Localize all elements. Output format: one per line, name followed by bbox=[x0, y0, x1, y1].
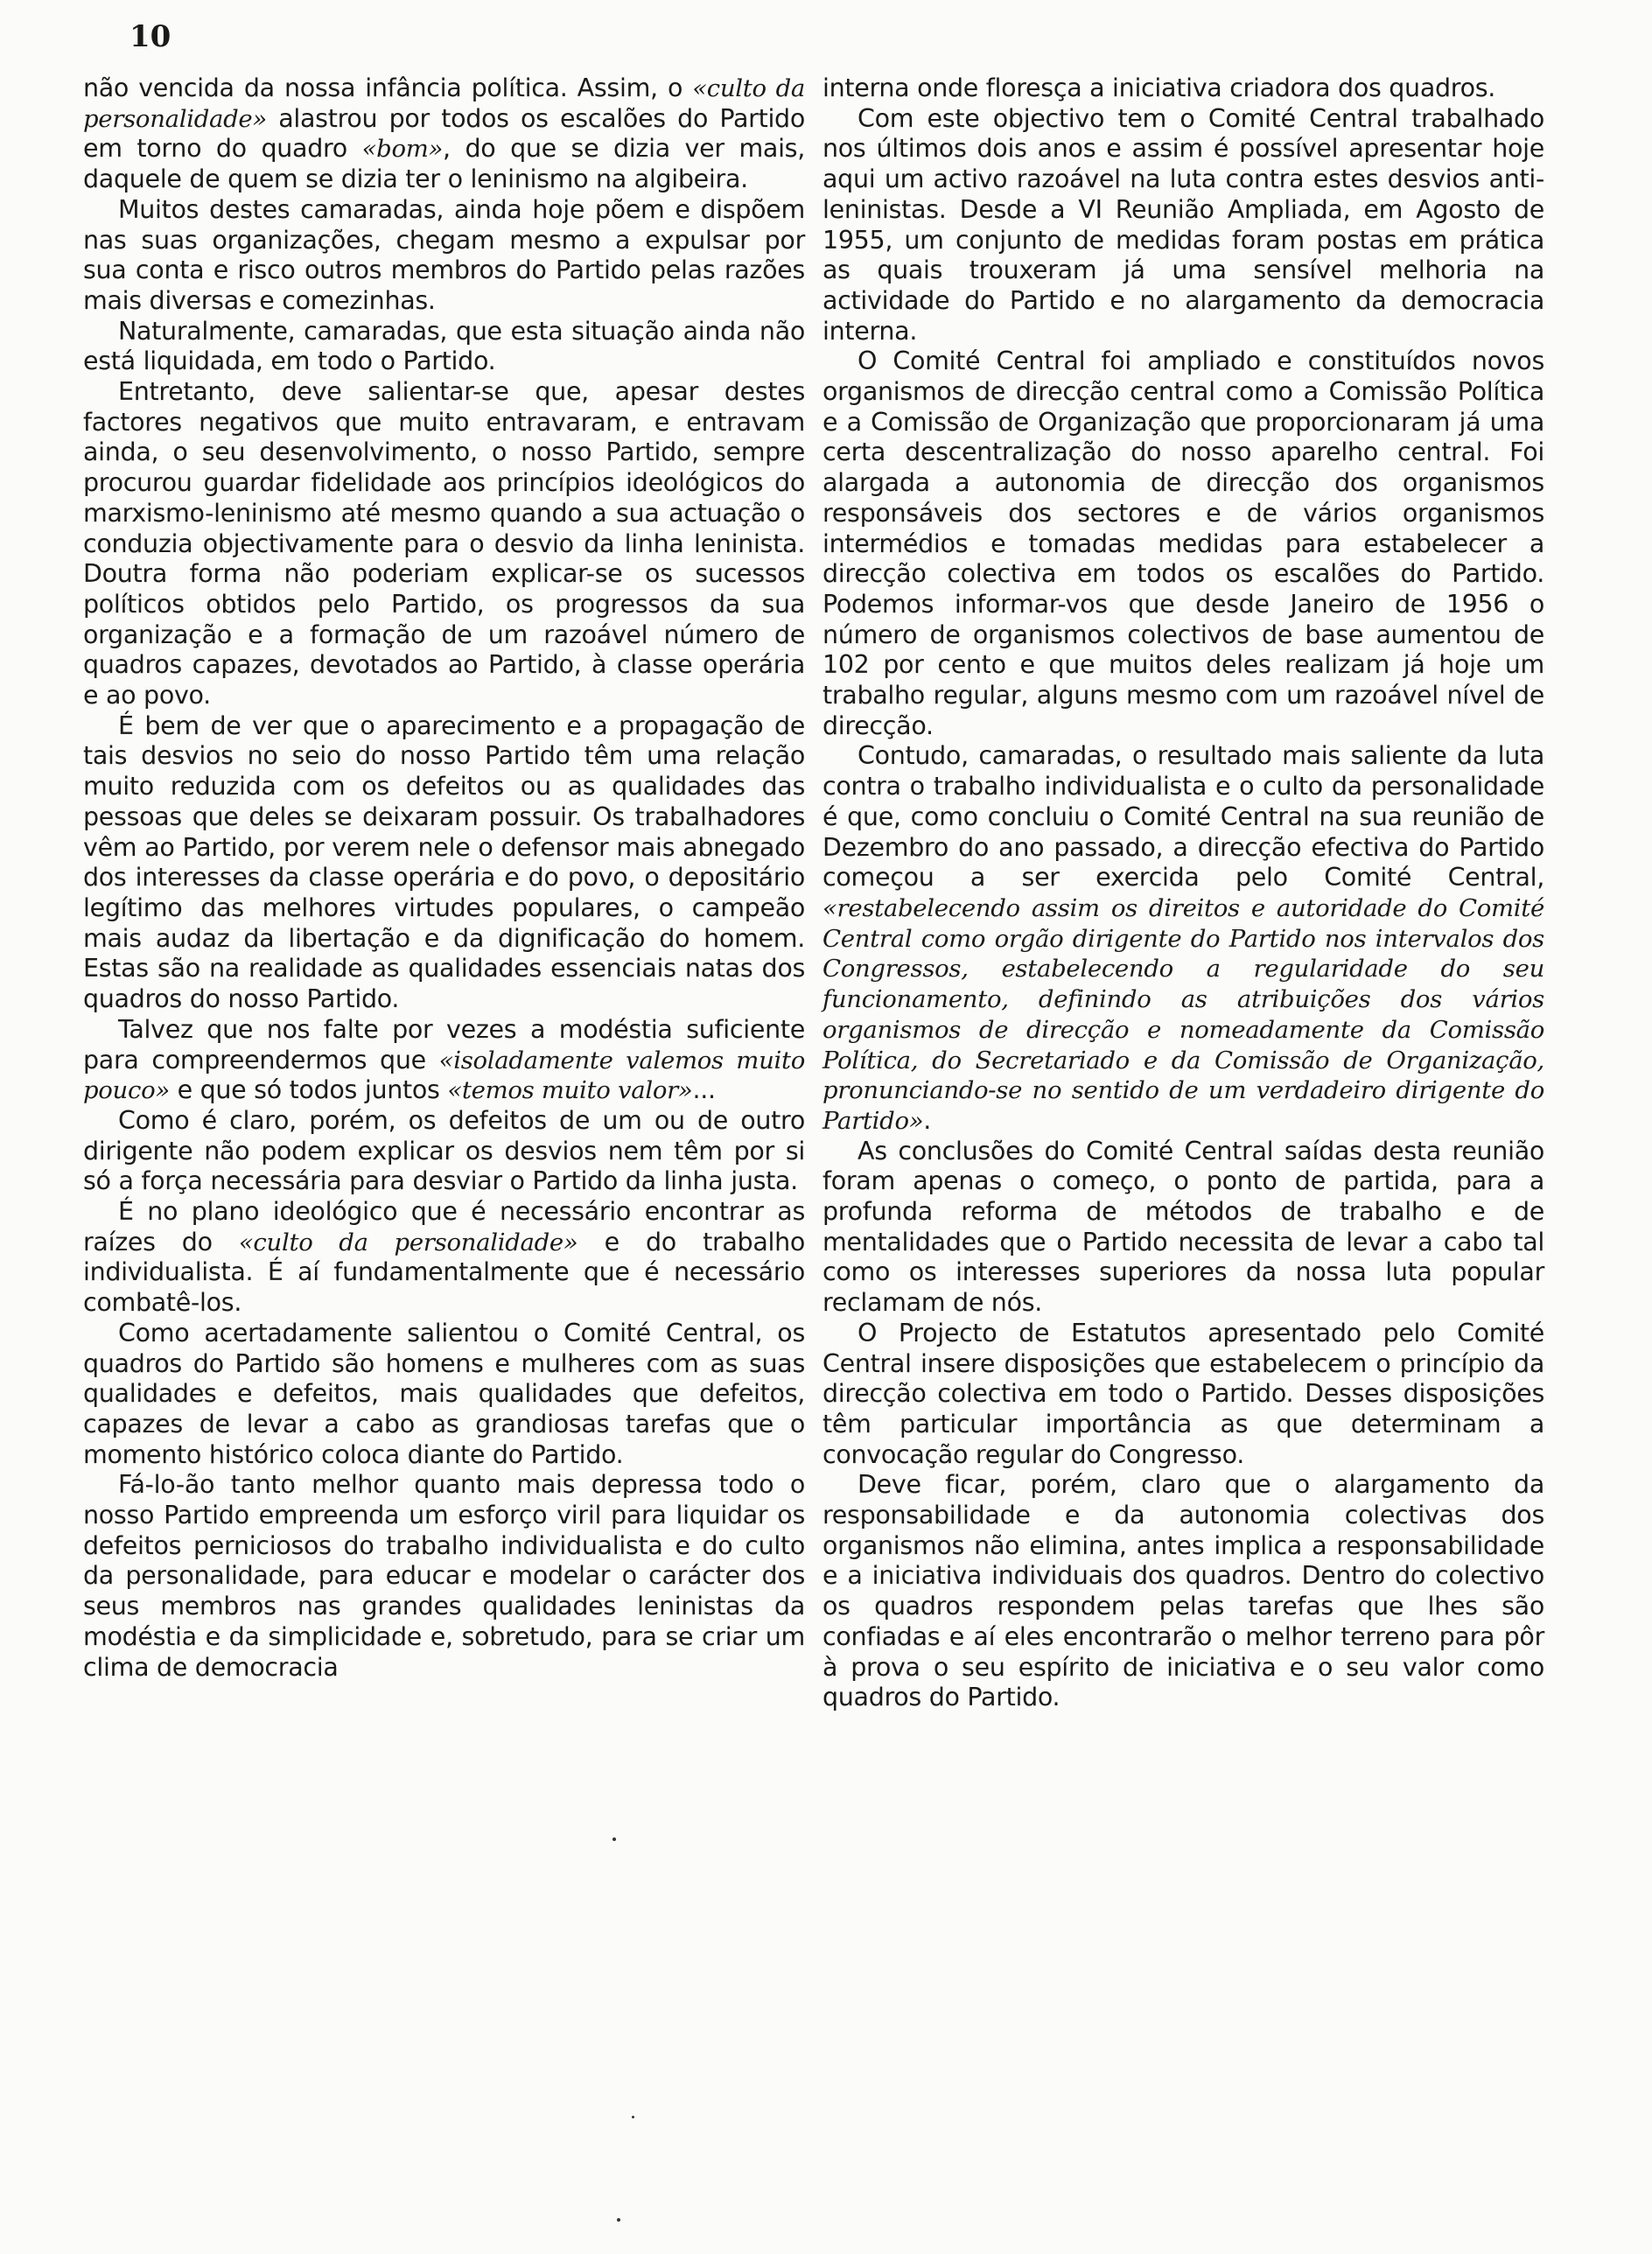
quoted-text: «culto da personalidade» bbox=[83, 74, 805, 133]
print-speck bbox=[617, 2218, 620, 2222]
paragraph bbox=[822, 741, 1544, 1136]
paragraph bbox=[83, 1015, 805, 1106]
page-number: 10 bbox=[130, 19, 172, 54]
text-run: não vencida da nossa infância política. Assim, o bbox=[83, 74, 693, 102]
left-column bbox=[83, 74, 805, 1683]
quoted-text: «restabelecendo assim os direitos e autoridade do Comité Central como orgão dirigente do Partido nos intervalos dos Congressos, estabelecendo a regularidade do seu funcionamento, definindo as atribuições dos vários organismos de direcção e nomeadamente da Comissão Política, do Secretariado e da Comissão de Organização, pronunciando-se no sentido de um verdadeiro dirigente do Partido» bbox=[822, 893, 1544, 1135]
paragraph bbox=[83, 1319, 805, 1471]
text-run: É no plano ideológico que é necessário encontrar as raízes do bbox=[83, 1197, 805, 1256]
text-run: Fá-lo-ão tanto melhor quanto mais depressa todo o nosso Partido empreenda um esforço viril para liquidar os defeitos perniciosos do trabalho individualista e do culto da personalidade, para educar e modelar o carácter dos seus membros nas grandes qualidades leninistas da modéstia e da simplicidade e, sobretudo, para se criar um clima de democracia bbox=[83, 1470, 805, 1682]
text-run: É bem de ver que o aparecimento e a propagação de tais desvios no seio do nosso Partido têm uma relação muito reduzida com os defeitos ou as qualidades das pessoas que deles se deixaram possuir. Os trabalhadores vêm ao Partido, por verem nele o defensor mais abnegado dos interesses da classe operária e do povo, o depositário legítimo das melhores virtudes populares, o campeão mais audaz da libertação e da dignificação do homem. Estas são na realidade as qualidades essenciais natas dos quadros do nosso Partido. bbox=[83, 710, 805, 1014]
text-run: O Comité Central foi ampliado e constituídos novos organismos de direcção central como a Comissão Política e a Comissão de Organização que proporcionaram já uma certa descentralização do nosso aparelho central. Foi alargada a autonomia de direcção dos organismos responsáveis dos sectores e de vários organismos intermédios e tomadas medidas para estabelecer a direcção colectiva em todos os escalões do Partido. Podemos informar-vos que desde Janeiro de 1956 o número de organismos colectivos de base aumentou de 102 por cento e que muitos deles realizam já hoje um trabalho regular, alguns mesmo com um razoável nível de direcção. bbox=[822, 346, 1544, 740]
paragraph bbox=[822, 1319, 1544, 1471]
paragraph bbox=[822, 74, 1544, 104]
paragraph bbox=[83, 1470, 805, 1683]
quoted-text: «temos muito valor» bbox=[447, 1076, 693, 1105]
text-run: O Projecto de Estatutos apresentado pelo Comité Central insere disposições que estabelecem o princípio da direcção colectiva em todo o Partido. Desses disposições têm particular importância as que determinam a convocação regular do Congresso. bbox=[822, 1318, 1544, 1469]
paragraph bbox=[83, 1106, 805, 1197]
text-run: , do que se dizia ver mais, daquele de quem se dizia ter o leninismo na algibeira. bbox=[83, 134, 805, 194]
text-run: alastrou por todos os escalões do Partido em torno do quadro bbox=[83, 103, 805, 164]
text-run: ... bbox=[692, 1075, 716, 1105]
text-run: e do trabalho individualista. É aí fundamentalmente que é necessário combatê-los. bbox=[83, 1227, 806, 1318]
quoted-text: «culto da personalidade» bbox=[238, 1228, 578, 1256]
paragraph bbox=[83, 1197, 805, 1319]
text-run: Talvez que nos falte por vezes a modéstia suficiente para compreendermos que bbox=[83, 1014, 805, 1074]
paragraph bbox=[83, 195, 805, 317]
text-run: Como acertadamente salientou o Comité Central, os quadros do Partido são homens e mulheres com as suas qualidades e defeitos, mais qualidades que defeitos, capazes de levar a cabo as grandiosas tarefas que o momento histórico coloca diante do Partido. bbox=[83, 1318, 805, 1469]
right-column bbox=[822, 74, 1544, 1713]
quoted-text: «bom» bbox=[361, 135, 444, 164]
text-run: e que só todos juntos bbox=[169, 1075, 448, 1105]
text-run: Como é claro, porém, os defeitos de um ou de outro dirigente não podem explicar os desvios nem têm por si só a força necessária para desviar o Partido da linha justa. bbox=[83, 1105, 805, 1196]
text-run: . bbox=[923, 1105, 932, 1135]
paragraph bbox=[83, 317, 805, 377]
paragraph bbox=[822, 1137, 1544, 1319]
text-run: Com este objectivo tem o Comité Central trabalhado nos últimos dois anos e assim é possível apresentar hoje aqui um activo razoável na luta contra estes desvios anti-leninistas. Desde a VI Reunião Ampliada, em Agosto de 1955, um conjunto de medidas foram postas em prática as quais trouxeram já uma sensível melhoria na actividade do Partido e no alargamento da democracia interna. bbox=[822, 103, 1544, 346]
text-run: Naturalmente, camaradas, que esta situação ainda não está liquidada, em todo o Partido. bbox=[83, 316, 805, 376]
paragraph bbox=[822, 1470, 1544, 1713]
text-run: Entretanto, deve salientar-se que, apesar destes factores negativos que muito entravaram, e entravam ainda, o seu desenvolvimento, o nosso Partido, sempre procurou guardar fidelidade aos princípios ideológicos do marxismo-leninismo até mesmo quando a sua actuação o conduzia objectivamente para o desvio da linha leninista. Doutra forma não poderiam explicar-se os sucessos políticos obtidos pelo Partido, os progressos da sua organização e a formação de um razoável número de quadros capazes, devotados ao Partido, à classe operária e ao povo. bbox=[83, 377, 805, 710]
paragraph bbox=[83, 711, 805, 1015]
text-run: As conclusões do Comité Central saídas desta reunião foram apenas o começo, o ponto de partida, para a profunda reforma de métodos de trabalho e de mentalidades que o Partido necessita de levar a cabo tal como os interesses superiores da nossa luta popular reclamam de nós. bbox=[822, 1136, 1544, 1318]
text-run: Contudo, camaradas, o resultado mais saliente da luta contra o trabalho individualista e o culto da personalidade é que, como concluiu o Comité Central na sua reunião de Dezembro do ano passado, a direcção efectiva do Partido começou a ser exercida pelo Comité Central, bbox=[822, 741, 1544, 892]
print-speck bbox=[632, 2116, 634, 2118]
text-run: Deve ficar, porém, claro que o alargamento da responsabilidade e da autonomia colectivas dos organismos não elimina, antes implica a responsabilidade e a iniciativa individuais dos quadros. Dentro do colectivo os quadros respondem pelas tarefas que lhes são confiadas e aí eles encontrarão o melhor terreno para pôr à prova o seu espírito de iniciativa e o seu valor como quadros do Partido. bbox=[822, 1470, 1544, 1712]
paragraph bbox=[822, 346, 1544, 741]
text-run: interna onde floresça a iniciativa criadora dos quadros. bbox=[822, 74, 1496, 102]
quoted-text: «isoladamente valemos muito pouco» bbox=[83, 1046, 805, 1105]
paragraph bbox=[822, 104, 1544, 347]
paragraph bbox=[83, 74, 805, 195]
text-run: Muitos destes camaradas, ainda hoje põem e dispõem nas suas organizações, chegam mesmo a expulsar por sua conta e risco outros membros do Partido pelas razões mais diversas e comezinhas. bbox=[83, 194, 805, 315]
paragraph bbox=[83, 377, 805, 711]
print-speck bbox=[612, 1838, 616, 1841]
